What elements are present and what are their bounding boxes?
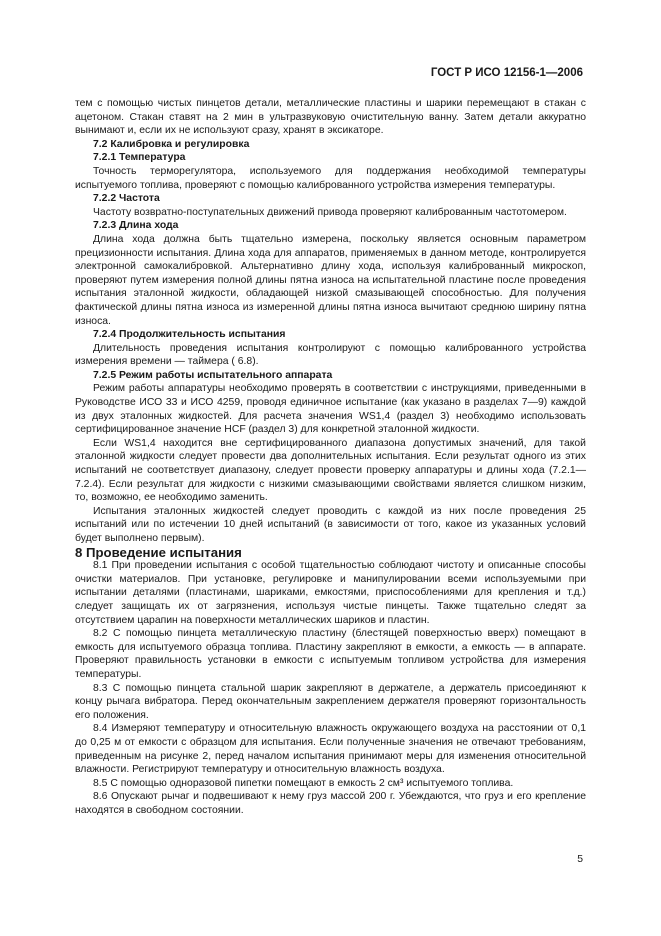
section-7-2-1-text: Точность терморегулятора, используемого для поддержания необходимой температуры испытуемого топлива, проверяют с помощью калиброванного устройства измерения температуры. (75, 165, 586, 191)
section-7-2-4-text: Длительность проведения испытания контролируют с помощью калиброванного устройства измерения времени — таймера ( 6.8). (75, 342, 586, 368)
standard-code-header: ГОСТ Р ИСО 12156-1—2006 (430, 67, 583, 79)
section-8-1-text: 8.1 При проведении испытания с особой тщательностью соблюдают чистоту и описанные способы очистки материалов. При установке, регулировке и манипулировании всеми используемыми при испытании деталями (пластинами, шариками, емкостями, приспособлениями для крепления и т.д.) следует защищать их от загрязнения, используя чистые пинцеты. Также тщательно следят за отсутствием царапин на поверхности металлических шариков и пластин. (75, 560, 586, 626)
paragraph-continuation: тем с помощью чистых пинцетов детали, металлические пластины и шарики перемещают в стакан с ацетоном. Стакан ставят на 2 мин в ультразвуковую очистительную ванну. Затем детали аккуратно вынимают и, если их не используют сразу, хранят в эксикаторе. (75, 98, 586, 137)
page-content (75, 97, 586, 817)
section-7-2-3-text: Длина хода должна быть тщательно измерена, поскольку является основным параметром прецизионности испытания. Длина хода для аппаратов, применяемых в данном методе, контролируется электронной самокалибровкой. Альтернативно длину хода, используя калиброванный микроскоп, проверяют путем измерения полной длины пятна износа на испытательной пластине после проведения испытания эталонной жидкости, обладающей низкой смазывающей способностью. Для получения фактической длины пятна износа из измеренной длины пятна износа вычитают среднюю ширину пятна износа. (75, 233, 586, 327)
section-8-3-text: 8.3 С помощью пинцета стальной шарик закрепляют в держателе, а держатель присоединяют к концу рычага вибратора. Перед окончательным закреплением держателя проверяют горизонтальность его положения. (75, 682, 586, 721)
section-7-2-5-paragraph-1: Режим работы аппаратуры необходимо проверять в соответствии с инструкциями, приведенными в Руководстве ИСО 33 и ИСО 4259, проводя единичное испытание (как указано в разделах 7—9) каждой из двух эталонных жидкостей. Для расчета значения WS1,4 (раздел 3) необходимо использовать сертифицированное значение HCF (раздел 3) для конкретной эталонной жидкости. (75, 383, 586, 436)
section-8-4-text: 8.4 Измеряют температуру и относительную влажность окружающего воздуха на расстоянии от 0,1 до 0,25 м от емкости с образцом для испытания. Если полученные значения не отвечают требованиям, приведенным на рисунке 2, перед началом испытания принимают меры для изменения относительной влажности. Регистрируют температуру и относительную влажность воздуха. (75, 723, 586, 776)
section-7-2-2-title: 7.2.2 Частота (93, 193, 160, 205)
section-7-2-5-title: 7.2.5 Режим работы испытательного аппарата (93, 369, 333, 381)
section-7-2-3-title: 7.2.3 Длина хода (93, 220, 179, 232)
section-8-5-text: 8.5 С помощью одноразовой пипетки помещают в емкость 2 см³ испытуемого топлива. (93, 777, 514, 789)
section-7-2-5-paragraph-3: Испытания эталонных жидкостей следует проводить с каждой из них после проведения 25 испытаний или по истечении 10 дней испытаний (в зависимости от того, какое из указанных условий будет выполнено первым). (75, 505, 586, 544)
section-7-2-5-paragraph-2: Если WS1,4 находится вне сертифицированного диапазона допустимых значений, для такой эталонной жидкости следует провести два дополнительных испытания. Если результат одного из этих испытаний не соответствует диапазону, следует провести проверку аппаратуры и длины хода (7.2.1—7.2.4). Если результат для жидкости с низкими смазывающими свойствами является слишком низким, то, возможно, ее необходимо заменить. (75, 437, 586, 504)
section-8-6-text: 8.6 Опускают рычаг и подвешивают к нему груз массой 200 г. Убеждаются, что груз и его крепление находятся в свободном состоянии. (75, 791, 586, 816)
section-7-2-title: 7.2 Калибровка и регулировка (93, 138, 250, 150)
section-7-2-2-text: Частоту возвратно-поступательных движений привода проверяют калиброванным частотомером. (93, 206, 567, 218)
page-number: 5 (577, 854, 583, 865)
section-7-2-1-title: 7.2.1 Температура (93, 152, 186, 164)
section-7-2-4-title: 7.2.4 Продолжительность испытания (93, 329, 286, 341)
section-8-title: 8 Проведение испытания (75, 544, 242, 560)
section-8-2-text: 8.2 С помощью пинцета металлическую пластину (блестящей поверхностью вверх) помещают в емкость для испытуемого образца топлива. Пластину закрепляют в емкости, а емкость — в аппарате. Проверяют правильность установки в емкости с испытуемым топливом устройства для измерения температуры. (75, 628, 586, 680)
